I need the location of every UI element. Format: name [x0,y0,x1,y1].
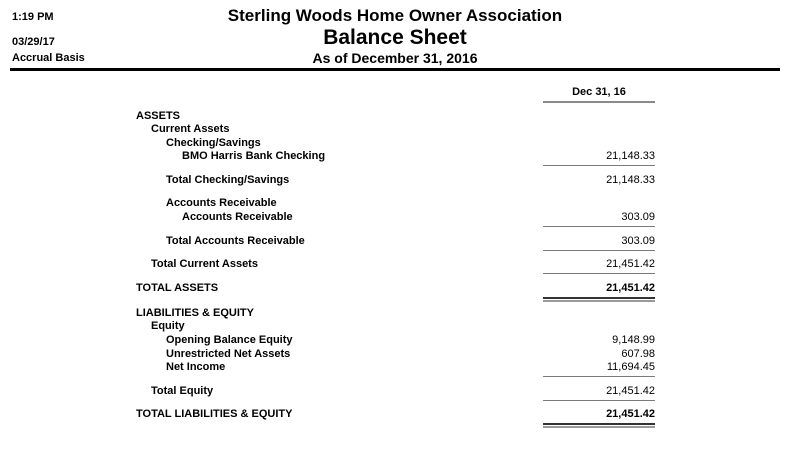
report-title: Balance Sheet [323,26,467,49]
row-label: Accounts Receivable [182,211,293,223]
double-total-line [543,297,655,302]
row-label: Net Income [166,361,226,373]
row-amount: 21,451.42 [606,282,655,294]
row-unrestricted-net-assets [0,348,800,362]
row-current-assets [0,123,800,137]
row-opening-balance-equity [0,334,800,348]
row-label: Total Current Assets [151,258,258,270]
row-amount: 21,451.42 [606,408,655,420]
row-label: Checking/Savings [166,137,261,149]
row-bmo-harris-bank-checking [0,150,800,164]
row-amount: 303.09 [621,211,655,223]
row-accounts-receivable-group [0,197,800,211]
row-assets [0,110,800,124]
row-total-current-assets [0,258,800,272]
row-amount: 21,148.33 [606,174,655,186]
subtotal-line [543,376,655,377]
row-total-checking-savings [0,174,800,188]
column-header-underline [543,101,655,103]
row-label: Opening Balance Equity [166,334,293,346]
row-equity [0,320,800,334]
row-net-income [0,361,800,375]
row-label: BMO Harris Bank Checking [182,150,326,162]
row-amount: 9,148.99 [612,334,655,346]
row-amount: 21,451.42 [606,385,655,397]
report-time: 1:19 PM [12,11,54,23]
subtotal-line [543,226,655,227]
column-header-dec-31-16: Dec 31, 16 [572,86,626,98]
row-amount: 21,451.42 [606,258,655,270]
company-name: Sterling Woods Home Owner Association [227,6,563,25]
report-period: As of December 31, 2016 [312,50,478,66]
row-label: Total Checking/Savings [166,174,290,186]
row-total-equity [0,385,800,399]
header-divider [10,68,780,71]
subtotal-line [543,250,655,251]
row-label: Total Accounts Receivable [166,235,305,247]
row-label: TOTAL LIABILITIES & EQUITY [136,408,293,420]
row-accounts-receivable [0,211,800,225]
row-label: LIABILITIES & EQUITY [136,307,254,319]
double-total-line [543,423,655,428]
row-liabilities-equity [0,307,800,321]
row-total-accounts-receivable [0,235,800,249]
row-checking-savings [0,137,800,151]
row-label: Accounts Receivable [166,197,277,209]
row-label: Current Assets [151,123,230,135]
row-label: ASSETS [136,110,181,122]
report-date: 03/29/17 [12,36,55,48]
row-amount: 21,148.33 [606,150,655,162]
row-total-assets [0,282,800,296]
row-total-liabilities-equity [0,408,800,422]
row-amount: 303.09 [621,235,655,247]
row-label: Unrestricted Net Assets [166,348,291,360]
row-label: TOTAL ASSETS [136,282,219,294]
row-amount: 607.98 [621,348,655,360]
subtotal-line [543,400,655,401]
report-basis: Accrual Basis [12,52,85,64]
row-label: Equity [151,320,185,332]
row-label: Total Equity [151,385,214,397]
row-amount: 11,694.45 [606,361,655,373]
subtotal-line [543,165,655,166]
subtotal-line [543,273,655,274]
